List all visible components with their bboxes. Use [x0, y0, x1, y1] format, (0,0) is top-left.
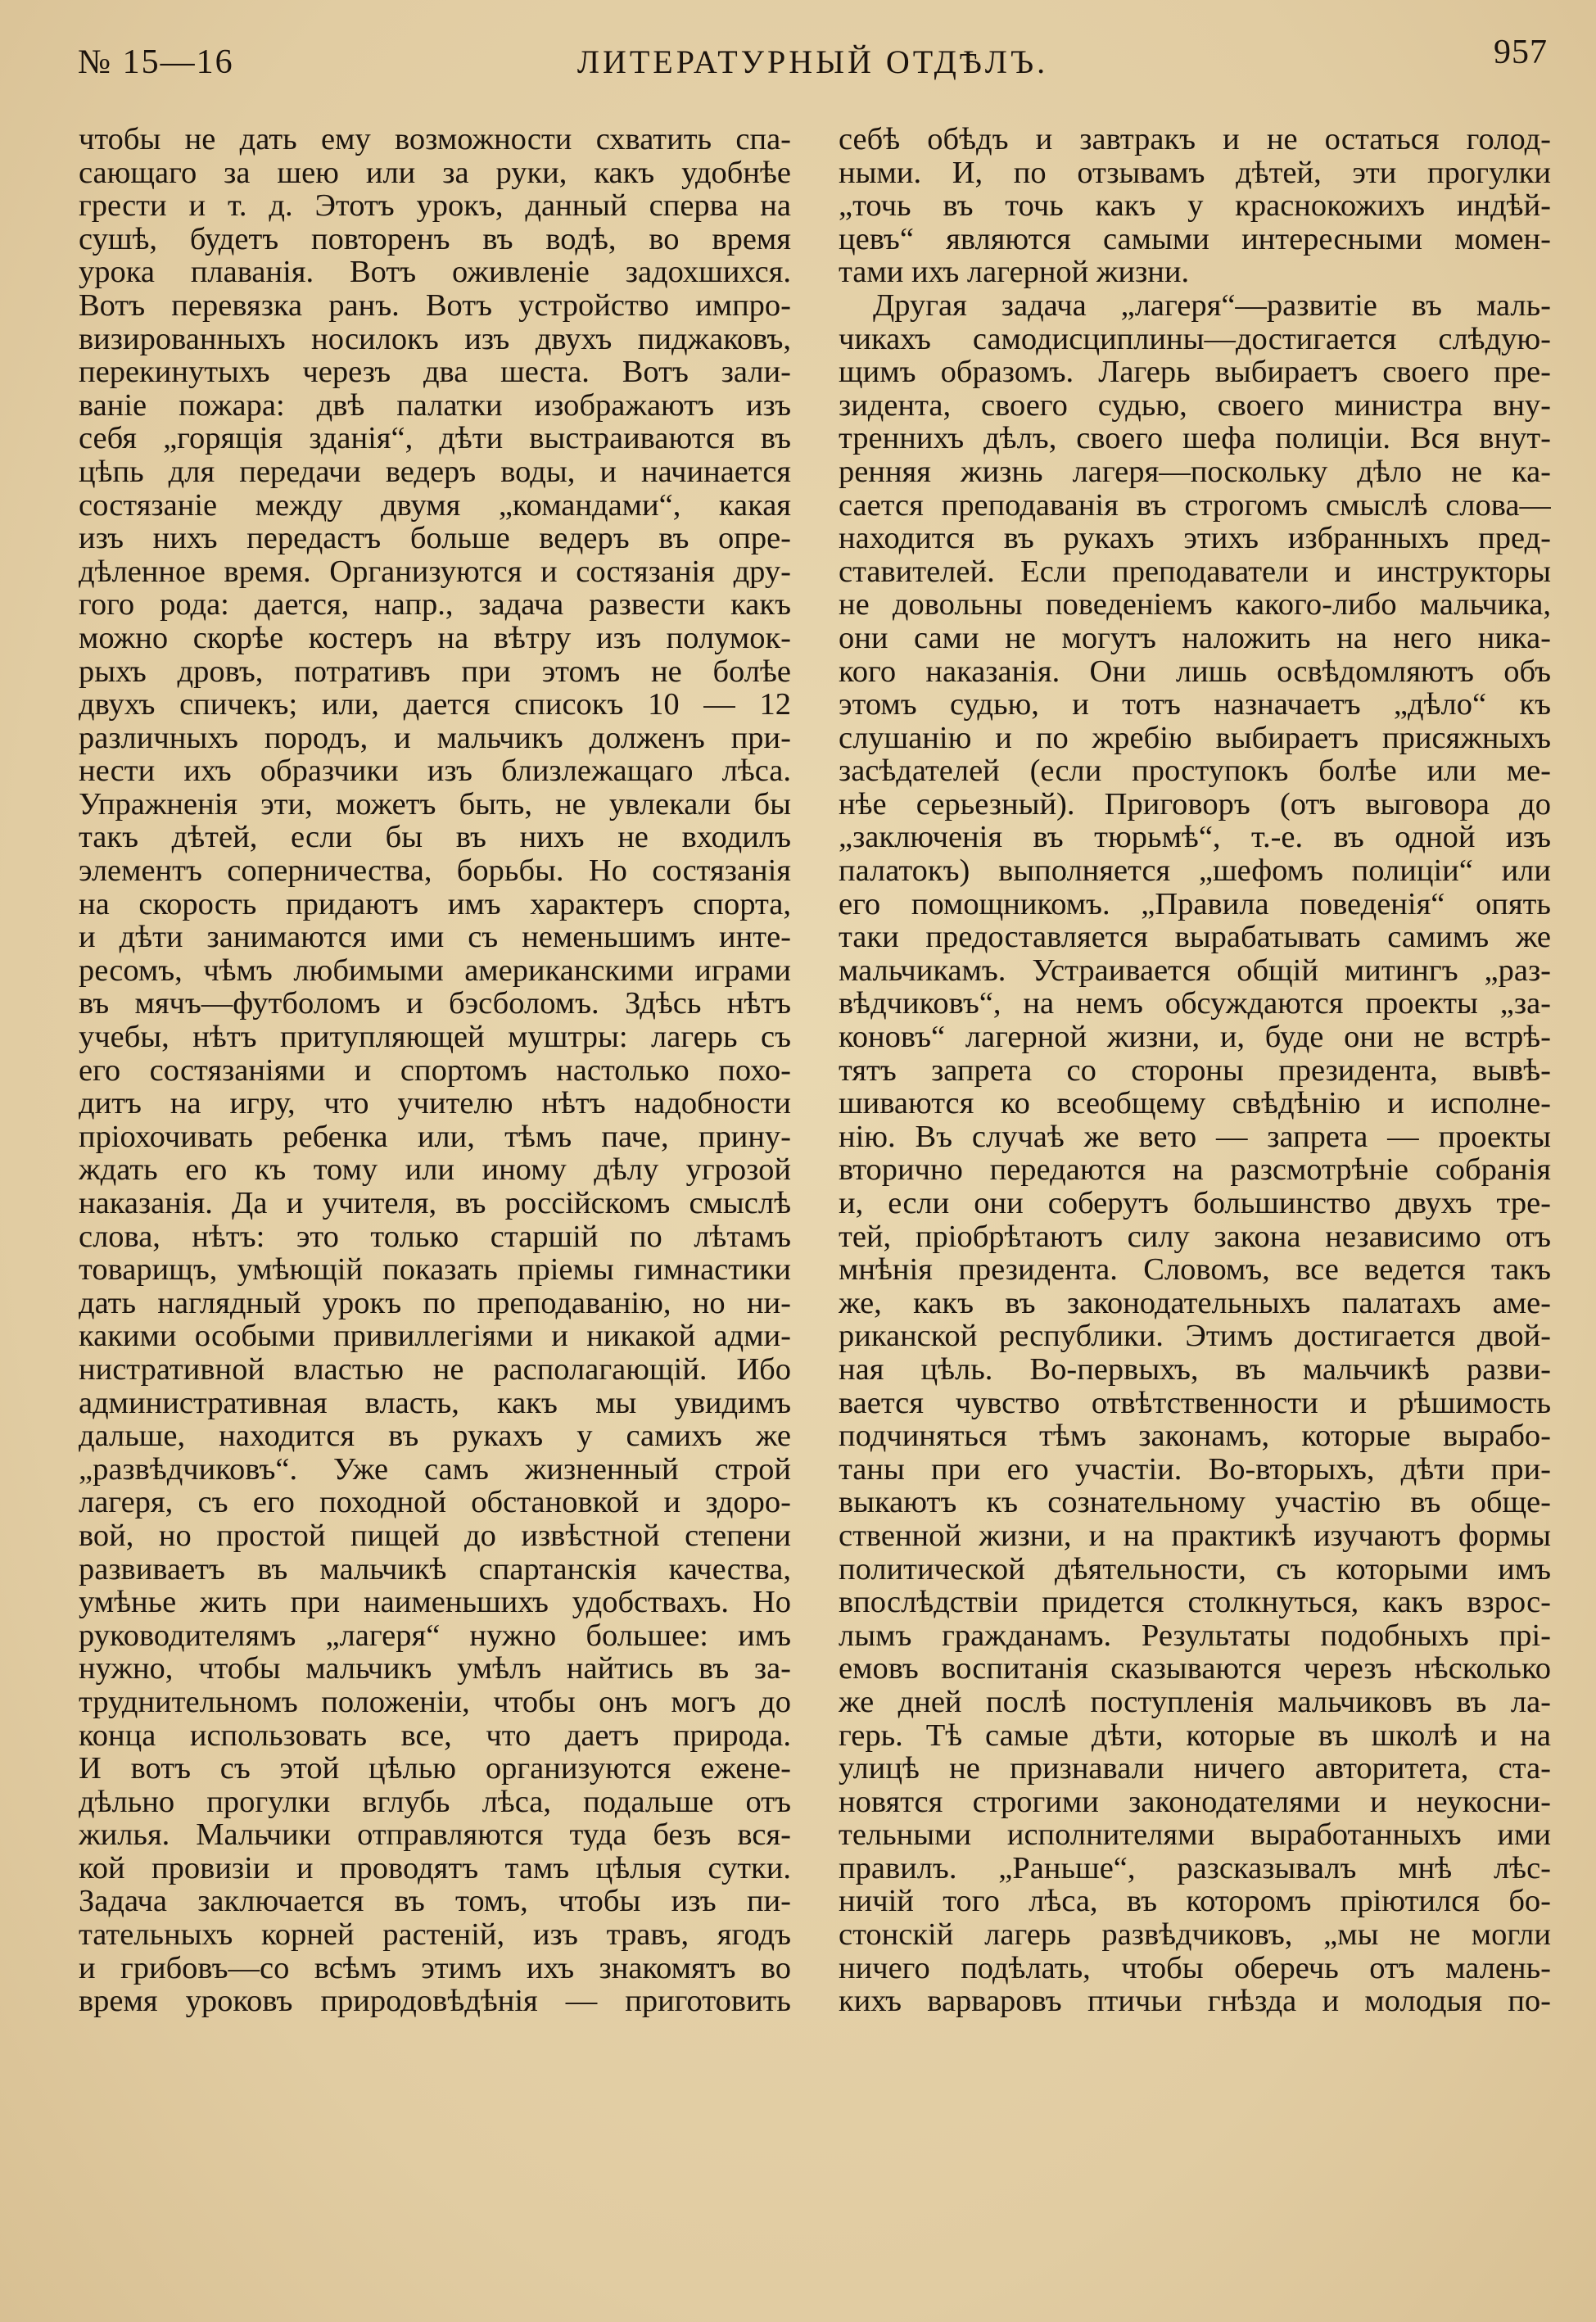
text-line: себя „горящія зданія“, дѣти выстраиваются въ — [79, 422, 791, 455]
text-line: Задача заключается въ томъ, чтобы изъ пи- — [79, 1885, 791, 1919]
text-line: ваніе пожара: двѣ палатки изображаютъ изъ — [79, 388, 791, 423]
text-line: нести ихъ образчики изъ близлежащаго лѣса. — [79, 754, 791, 788]
text-line: нужно, чтобы мальчикъ умѣлъ найтись въ за- — [79, 1652, 791, 1686]
text-line: дѣльно прогулки вглубь лѣса, подальше отъ — [79, 1785, 791, 1819]
text-line: они сами не могутъ наложить на него ника- — [839, 621, 1551, 655]
text-line: вторично передаются на разсмотрѣніе собранія — [839, 1153, 1551, 1187]
text-line: ресомъ, чѣмъ любимыми американскими играми — [79, 953, 791, 988]
text-line: гого рода: дается, напр., задача развести какъ — [79, 588, 791, 622]
text-line: „заключенія въ тюрьмѣ“, т.-е. въ одной изъ — [839, 821, 1551, 855]
text-line: находится въ рукахъ этихъ избранныхъ пред- — [839, 522, 1551, 555]
text-line: товарищъ, умѣющій показать пріемы гимнастики — [79, 1253, 791, 1287]
text-line: тятъ запрета со стороны президента, вывѣ- — [839, 1053, 1551, 1088]
text-line: тами ихъ лагерной жизни. — [839, 256, 1190, 289]
text-line: таны при его участіи. Во-вторыхъ, дѣти при- — [839, 1452, 1551, 1487]
text-line: тельными исполнителями выработанныхъ ими — [839, 1818, 1551, 1852]
text-line: стонскій лагерь развѣдчиковъ, „мы не могли — [839, 1918, 1551, 1952]
text-line: себѣ обѣдъ и завтракъ и не остаться голод- — [839, 123, 1551, 156]
text-line: сается преподаванія въ строгомъ смыслѣ слова— — [839, 488, 1551, 523]
text-line: засѣдателей (если проступокъ болѣе или ме- — [839, 754, 1551, 788]
text-line: какими особыми привиллегіями и никакой адми- — [79, 1319, 791, 1353]
text-line: учебы, нѣтъ притупляющей муштры: лагерь съ — [79, 1021, 791, 1054]
text-line: перекинутыхъ черезъ два шеста. Вотъ зали- — [79, 355, 791, 389]
text-line: ничій того лѣса, въ которомъ пріютился бо- — [839, 1885, 1551, 1919]
text-line: нѣе серьезный). Приговоръ (отъ выговора до — [839, 787, 1551, 822]
text-line: вѣдчиковъ“, на немъ обсуждаются проекты „за- — [839, 987, 1551, 1021]
section-title: ЛИТЕРАТУРНЫЙ ОТДѢЛЪ. — [576, 43, 1049, 80]
text-line: правилъ. „Раньше“, разсказывалъ мнѣ лѣс- — [839, 1851, 1551, 1885]
text-line: зидента, своего судью, своего министра вну- — [839, 388, 1551, 423]
text-line: мнѣнія президента. Словомъ, все ведется такъ — [839, 1253, 1551, 1287]
text-line: изъ нихъ передастъ больше ведеръ въ опре- — [79, 522, 791, 555]
text-line: улицѣ не признавали ничего авторитета, ста- — [839, 1752, 1551, 1786]
text-line: состязаніе между двумя „командами“, какая — [79, 488, 791, 523]
text-line: впослѣдствіи придется столкнуться, какъ взрос- — [839, 1586, 1551, 1619]
text-line: ренняя жизнь лагеря—поскольку дѣло не ка- — [839, 455, 1551, 489]
text-line: подчиняться тѣмъ законамъ, которые вырабо- — [839, 1419, 1551, 1453]
text-line: ная цѣль. Во-первыхъ, въ мальчикѣ разви- — [839, 1352, 1551, 1387]
text-line: ственной жизни, и на практикѣ изучаютъ формы — [839, 1519, 1551, 1553]
text-line: руководителямъ „лагеря“ нужно большее: имъ — [79, 1618, 791, 1653]
text-line: развиваетъ въ мальчикѣ спартанскія качества, — [79, 1552, 791, 1586]
text-line: таки предоставляется вырабатывать самимъ же — [839, 921, 1551, 954]
text-line: треннихъ дѣлъ, своего шефа полиціи. Вся внут- — [839, 422, 1551, 455]
text-line: наказанія. Да и учителя, въ россійскомъ смыслѣ — [79, 1187, 791, 1220]
text-line: риканской республики. Этимъ достигается двой- — [839, 1319, 1551, 1353]
text-line: кихъ варваровъ птичьи гнѣзда и молодыя по- — [839, 1985, 1551, 2018]
text-line: же, какъ въ законодательныхъ палатахъ аме- — [839, 1286, 1551, 1320]
text-line: кой провизіи и проводятъ тамъ цѣлыя сутки. — [79, 1851, 791, 1885]
text-line: сушѣ, будетъ повторенъ въ водѣ, во время — [79, 222, 791, 256]
text-line: и, если они соберутъ большинство двухъ тре- — [839, 1187, 1551, 1220]
text-line: рыхъ дровъ, потративъ при этомъ не болѣе — [79, 654, 791, 689]
text-line: слушанію и по жребію выбираетъ присяжныхъ — [839, 721, 1551, 755]
text-line: конца использовать все, что даетъ природа. — [79, 1718, 791, 1753]
text-line: нистративной властью не располагающій. Ибо — [79, 1352, 791, 1387]
text-line: кого наказанія. Они лишь освѣдомляютъ объ — [839, 654, 1551, 689]
text-line: административная власть, какъ мы увидимъ — [79, 1386, 791, 1420]
text-line: тательныхъ корней растеній, изъ травъ, ягодъ — [79, 1918, 791, 1952]
text-line: лагеря, съ его походной обстановкой и здоро- — [79, 1486, 791, 1519]
text-line: тей, пріобрѣтаютъ силу закона независимо отъ — [839, 1220, 1551, 1254]
text-line: шиваются ко всеобщему свѣдѣнію и исполне- — [839, 1087, 1551, 1120]
text-line: чтобы не дать ему возможности схватить спа- — [79, 123, 791, 156]
text-line: различныхъ породъ, и мальчикъ долженъ при- — [79, 721, 791, 755]
text-line: дѣленное время. Организуются и состязанія дру- — [79, 554, 791, 589]
text-line: мальчикамъ. Устраивается общій митингъ „раз- — [839, 953, 1551, 988]
text-line: герь. Тѣ самые дѣти, которые въ школѣ и на — [839, 1718, 1551, 1753]
text-line: его состязаніями и спортомъ настолько похо- — [79, 1053, 791, 1088]
text-line: на скорость придаютъ имъ характеръ спорта, — [79, 887, 791, 921]
text-line: двухъ спичекъ; или, дается списокъ 10 — 12 — [79, 688, 791, 722]
text-line: новятся строгими законодателями и неукосни- — [839, 1785, 1551, 1819]
text-line: ничего подѣлать, чтобы оберечь отъ малень- — [839, 1951, 1551, 1985]
text-line: не довольны поведеніемъ какого-либо мальчика, — [839, 588, 1551, 622]
text-line: слова, нѣтъ: это только старшій по лѣтамъ — [79, 1220, 791, 1254]
text-line: палатокъ) выполняется „шефомъ полиціи“ или — [839, 854, 1551, 888]
issue-number: № 15—16 — [78, 43, 234, 81]
text-line: ставителей. Если преподаватели и инструкторы — [839, 554, 1551, 589]
text-line: элементъ соперничества, борьбы. Но состязанія — [79, 854, 791, 888]
text-line: коновъ“ лагерной жизни, и, буде они не встрѣ- — [839, 1021, 1551, 1054]
text-line: дитъ на игру, что учителю нѣтъ надобности — [79, 1087, 791, 1120]
text-line: дать наглядный урокъ по преподаванію, но ни- — [79, 1286, 791, 1320]
text-line: Другая задача „лагеря“—развитіе въ маль- — [873, 288, 1551, 323]
text-line: сающаго за шею или за руки, какъ удобнѣе — [79, 156, 791, 190]
text-line: урока плаванія. Вотъ оживленіе задохшихся. — [79, 256, 791, 289]
text-line: и дѣти занимаются ими съ неменьшимъ инте- — [79, 921, 791, 954]
text-line: емовъ воспитанія сказываются черезъ нѣсколько — [839, 1652, 1551, 1686]
text-line: цѣпь для передачи ведеръ воды, и начинается — [79, 455, 791, 489]
text-line: выкаютъ къ сознательному участію въ обще- — [839, 1486, 1551, 1519]
text-line: его помощникомъ. „Правила поведенія“ опять — [839, 887, 1551, 921]
text-line: визированныхъ носилокъ изъ двухъ пиджаковъ, — [79, 322, 791, 356]
text-line: можно скорѣе костеръ на вѣтру изъ полумок- — [79, 621, 791, 655]
text-line: и грибовъ—со всѣмъ этимъ ихъ знакомятъ во — [79, 1951, 791, 1985]
text-line: политической дѣятельности, съ которыми имъ — [839, 1552, 1551, 1586]
text-line: этомъ судью, и тотъ назначаетъ „дѣло“ къ — [839, 688, 1551, 722]
text-line: Вотъ перевязка ранъ. Вотъ устройство импро- — [79, 288, 791, 323]
text-line: въ мячъ—футболомъ и бэсболомъ. Здѣсь нѣтъ — [79, 987, 791, 1021]
page-header — [78, 33, 1548, 90]
text-line: умѣнье жить при наименьшихъ удобствахъ. Но — [79, 1586, 791, 1619]
text-line: И вотъ съ этой цѣлью организуются еженe- — [79, 1752, 791, 1786]
text-line: щимъ образомъ. Лагерь выбираетъ своего пре- — [839, 355, 1551, 389]
text-line: чикахъ самодисциплины—достигается слѣдую- — [839, 322, 1551, 356]
text-line: лымъ гражданамъ. Результаты подобныхъ прі- — [839, 1618, 1551, 1653]
text-line: такъ дѣтей, если бы въ нихъ не входилъ — [79, 821, 791, 855]
text-line: грести и т. д. Этотъ урокъ, данный сперва на — [79, 189, 791, 223]
text-line: пріохочивать ребенка или, тѣмъ паче, прину- — [79, 1120, 791, 1154]
text-line: цевъ“ являются самыми интересными момен- — [839, 222, 1551, 256]
text-line: Упражненія эти, можетъ быть, не увлекали бы — [79, 787, 791, 822]
text-line: „точь въ точь какъ у краснокожихъ индѣй- — [839, 189, 1551, 223]
text-line: жилья. Мальчики отправляются туда безъ вся- — [79, 1818, 791, 1852]
text-line: труднительномъ положеніи, чтобы онъ могъ до — [79, 1685, 791, 1719]
right-text-column — [839, 123, 1551, 2018]
text-line: ждать его къ тому или иному дѣлу угрозой — [79, 1153, 791, 1187]
text-line: вается чувство отвѣтственности и рѣшимость — [839, 1386, 1551, 1420]
text-line: вой, но простой пищей до извѣстной степени — [79, 1519, 791, 1553]
text-line: нію. Въ случаѣ же вето — запрета — проекты — [839, 1120, 1551, 1154]
text-line: ными. И, по отзывамъ дѣтей, эти прогулки — [839, 156, 1551, 190]
text-line: „развѣдчиковъ“. Уже самъ жизненный строй — [79, 1452, 791, 1487]
page-number: 957 — [1494, 34, 1548, 71]
text-line: дальше, находится въ рукахъ у самихъ же — [79, 1419, 791, 1453]
left-text-column — [79, 123, 791, 2018]
text-line: время уроковъ природовѣдѣнія — приготовить — [79, 1985, 791, 2018]
text-line: же дней послѣ поступленія мальчиковъ въ ла- — [839, 1685, 1551, 1719]
